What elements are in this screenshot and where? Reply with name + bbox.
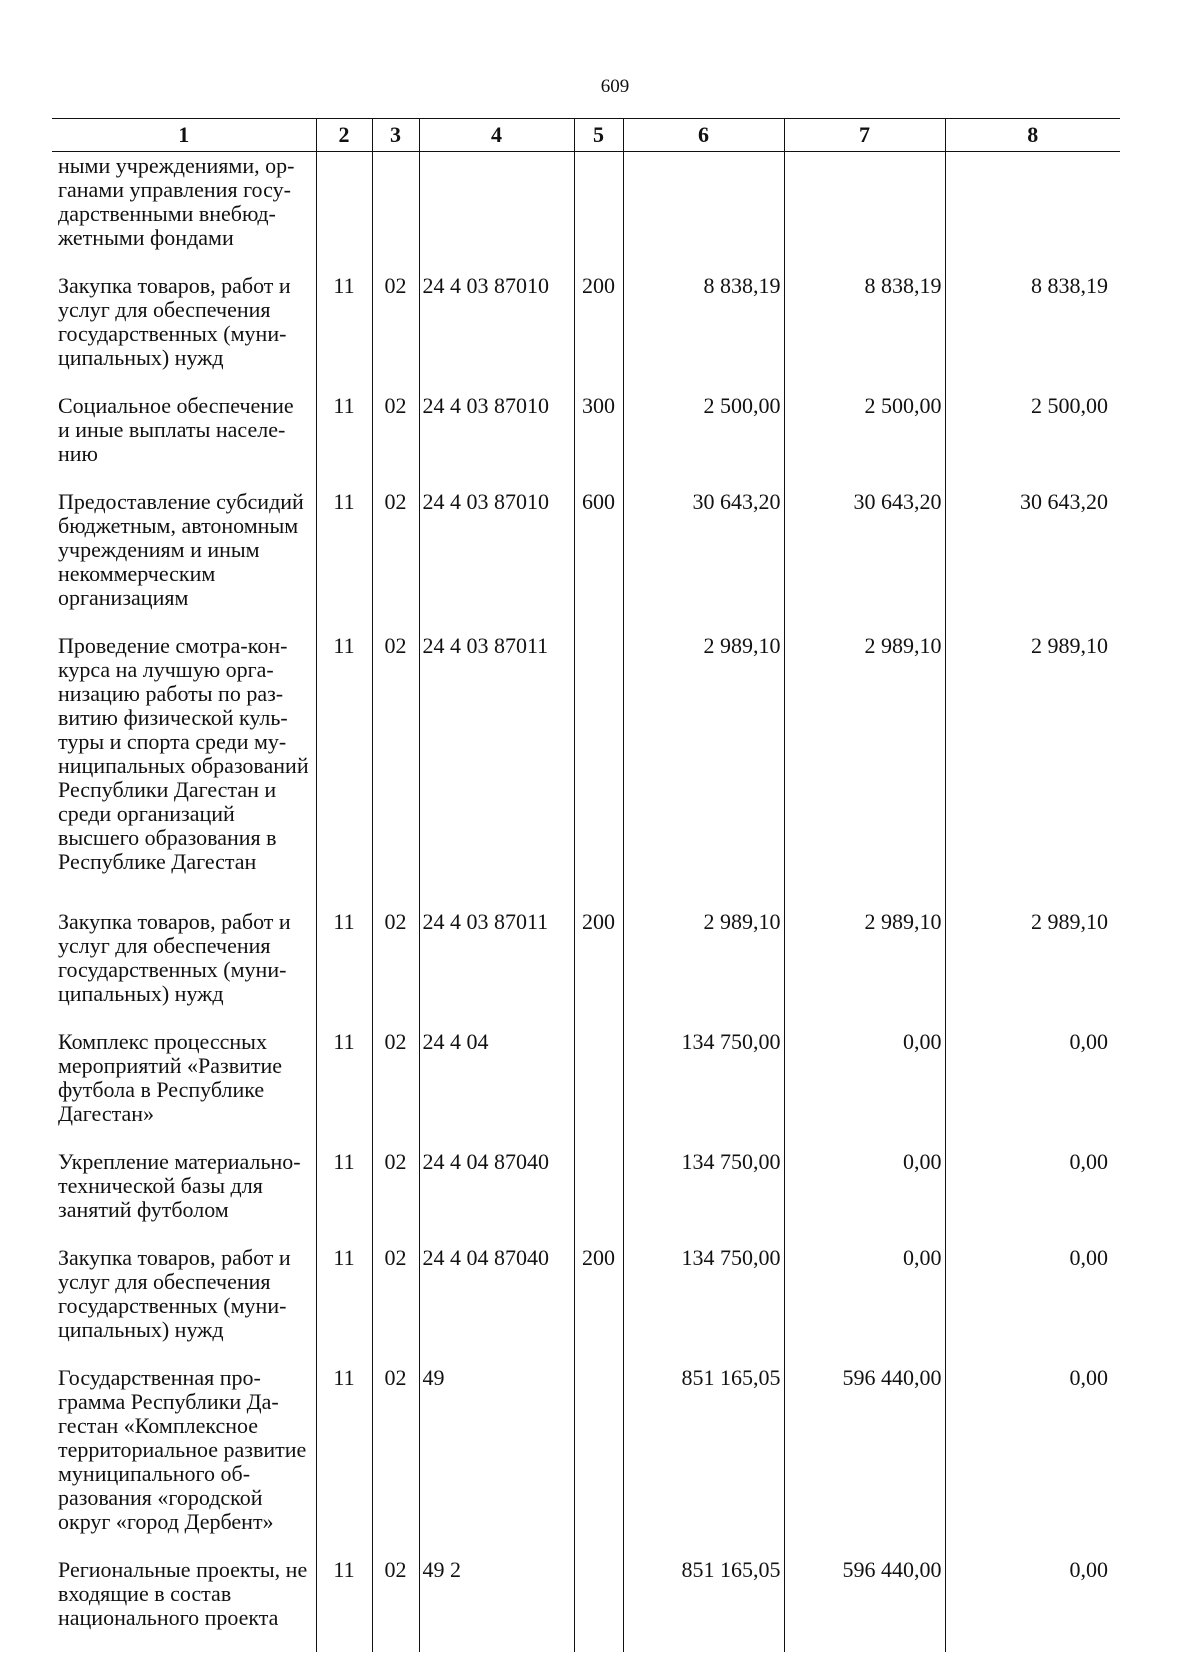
row-amount-col7: 8 838,19 [784,272,945,392]
header-col-2: 2 [316,119,372,152]
header-col-7: 7 [784,119,945,152]
row-name: Закупка товаров, работ и услуг для обеспечения государственных (муниципальных) нужд [58,273,291,370]
row-amount-col6: 134 750,00 [623,1028,784,1148]
row-amount-col7: 0,00 [784,1244,945,1364]
row-name: Предоставление субсидий бюджетным, автономным учреждениям и иным некоммерческим организациям [58,489,304,610]
row-expense-type: 600 [574,488,623,632]
row-subsection: 02 [372,272,419,392]
row-target-article: 49 2 [419,1556,574,1652]
row-name: Проведение смотра-конкурса на лучшую организацию работы по развитию физической культуры и спорта среди муниципальных образований Республики Дагестан и среди организаций высшего образования в Республике Дагестан [58,633,309,874]
header-col-4: 4 [419,119,574,152]
row-target-article: 24 4 03 87011 [419,908,574,1028]
row-amount-col6: 2 500,00 [623,392,784,488]
table-row [52,1148,1120,1244]
row-expense-type: 200 [574,1244,623,1364]
row-target-article: 24 4 04 [419,1028,574,1148]
row-target-article: 24 4 03 87010 [419,272,574,392]
row-subsection: 02 [372,1028,419,1148]
row-target-article [419,152,574,273]
row-name: Закупка товаров, работ и услуг для обеспечения государственных (муниципальных) нужд [58,909,291,1006]
row-amount-col7: 596 440,00 [784,1364,945,1556]
table-header [52,119,1120,152]
row-expense-type [574,1028,623,1148]
page-number: 609 [600,76,630,97]
row-amount-col6: 851 165,05 [623,1556,784,1652]
row-subsection: 02 [372,632,419,908]
row-amount-col7: 2 989,10 [784,908,945,1028]
row-target-article: 24 4 04 87040 [419,1148,574,1244]
row-section: 11 [316,392,372,488]
header-row [52,119,1120,152]
row-amount-col6: 30 643,20 [623,488,784,632]
row-amount-col6: 851 165,05 [623,1364,784,1556]
row-expense-type [574,1556,623,1652]
row-section: 11 [316,908,372,1028]
row-expense-type: 300 [574,392,623,488]
header-col-5: 5 [574,119,623,152]
row-subsection [372,152,419,273]
row-amount-col6: 134 750,00 [623,1244,784,1364]
row-section: 11 [316,488,372,632]
row-amount-col8: 2 989,10 [945,632,1120,908]
row-amount-col6: 2 989,10 [623,908,784,1028]
header-col-6: 6 [623,119,784,152]
row-subsection: 02 [372,1364,419,1556]
row-section: 11 [316,272,372,392]
row-amount-col7: 596 440,00 [784,1556,945,1652]
row-expense-type: 200 [574,908,623,1028]
row-section: 11 [316,1364,372,1556]
row-amount-col7 [784,152,945,273]
table-row [52,1556,1120,1652]
table-row [52,272,1120,392]
header-col-3: 3 [372,119,419,152]
table-row [52,152,1120,273]
budget-table [52,118,1120,1652]
row-name: Закупка товаров, работ и услуг для обеспечения государственных (муниципальных) нужд [58,1245,291,1342]
table-row [52,1244,1120,1364]
table-row [52,1364,1120,1556]
row-section: 11 [316,1148,372,1244]
row-amount-col8 [945,152,1120,273]
row-expense-type [574,152,623,273]
row-amount-col7: 0,00 [784,1028,945,1148]
row-amount-col8: 0,00 [945,1556,1120,1652]
table-row [52,908,1120,1028]
row-section: 11 [316,632,372,908]
table-body [52,152,1120,1653]
row-amount-col8: 0,00 [945,1244,1120,1364]
budget-table-container [52,118,1120,1652]
row-name: ными учреждениями, органами управления государственными внебюджетными фондами [58,153,295,250]
row-subsection: 02 [372,1244,419,1364]
row-name: Укрепление материально-технической базы для занятий футболом [58,1149,301,1222]
row-amount-col7: 2 989,10 [784,632,945,908]
header-col-1: 1 [52,119,316,152]
row-amount-col8: 2 500,00 [945,392,1120,488]
row-section [316,152,372,273]
row-amount-col6: 2 989,10 [623,632,784,908]
row-amount-col8: 2 989,10 [945,908,1120,1028]
row-expense-type [574,632,623,908]
row-amount-col8: 0,00 [945,1148,1120,1244]
row-section: 11 [316,1028,372,1148]
row-amount-col8: 30 643,20 [945,488,1120,632]
row-amount-col7: 2 500,00 [784,392,945,488]
row-target-article: 24 4 03 87010 [419,488,574,632]
row-target-article: 24 4 03 87010 [419,392,574,488]
row-subsection: 02 [372,1556,419,1652]
row-expense-type [574,1364,623,1556]
row-amount-col8: 0,00 [945,1364,1120,1556]
row-target-article: 49 [419,1364,574,1556]
row-name: Региональные проекты, не входящие в состав национального проекта [58,1557,308,1630]
row-expense-type: 200 [574,272,623,392]
row-subsection: 02 [372,392,419,488]
table-row [52,1028,1120,1148]
row-subsection: 02 [372,488,419,632]
row-name: Государственная программа Республики Дагестан «Комплексное территориальное развитие муниципального образования «городской округ «город Дербент» [58,1365,307,1534]
row-amount-col7: 30 643,20 [784,488,945,632]
row-amount-col7: 0,00 [784,1148,945,1244]
header-col-8: 8 [945,119,1120,152]
row-subsection: 02 [372,908,419,1028]
row-name: Социальное обеспечение и иные выплаты населению [58,393,294,466]
table-row [52,392,1120,488]
row-subsection: 02 [372,1148,419,1244]
row-expense-type [574,1148,623,1244]
row-name: Комплекс процессных мероприятий «Развитие футбола в Республике Дагестан» [58,1029,283,1126]
table-row [52,488,1120,632]
table-row [52,632,1120,908]
row-amount-col6: 8 838,19 [623,272,784,392]
row-amount-col6: 134 750,00 [623,1148,784,1244]
row-target-article: 24 4 04 87040 [419,1244,574,1364]
row-target-article: 24 4 03 87011 [419,632,574,908]
row-amount-col8: 8 838,19 [945,272,1120,392]
row-amount-col8: 0,00 [945,1028,1120,1148]
row-section: 11 [316,1556,372,1652]
row-amount-col6 [623,152,784,273]
row-section: 11 [316,1244,372,1364]
